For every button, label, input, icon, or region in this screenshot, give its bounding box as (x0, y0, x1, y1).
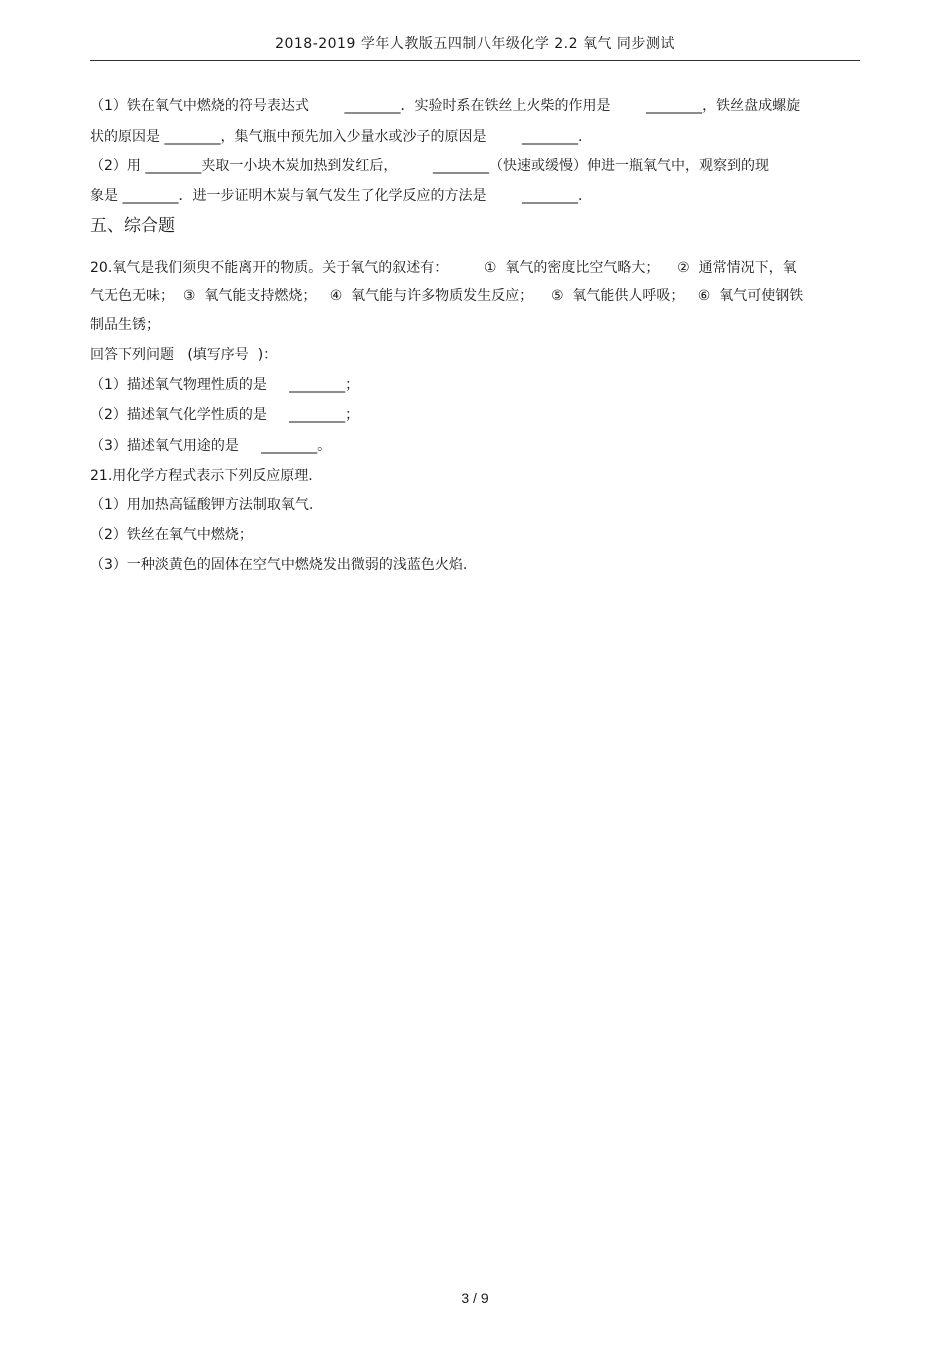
header-divider (90, 60, 860, 61)
text-line: （2）描述氧气化学性质的是 ________； (90, 407, 360, 423)
question-20-text: 20.氧气是我们须臾不能离开的物质。关于氧气的叙述有： ① 氧气的密度比空气略大； ② 通常情况下，氧 (90, 260, 797, 276)
question-21-text: 21.用化学方程式表示下列反应原理. (90, 468, 313, 484)
text-line: 制品生锈； (90, 317, 160, 333)
text-line: （3）一种淡黄色的固体在空气中燃烧发出微弱的浅蓝色火焰. (90, 557, 468, 573)
text-line: （2）铁丝在氧气中燃烧； (90, 527, 253, 543)
section-heading: 五、综合题 (90, 216, 175, 236)
text-line: （1）用加热高锰酸钾方法制取氧气. (90, 497, 314, 513)
text-line: 状的原因是 ________，集气瓶中预先加入少量水或沙子的原因是 ________. (90, 129, 583, 145)
page-header-title: 2018-2019 学年人教版五四制八年级化学 2.2 氧气 同步测试 (275, 36, 675, 52)
text-line: 回答下列问题 (填写序号 )： (90, 347, 278, 363)
text-line: （2）用 ________夹取一小块木炭加热到发红后， ________（快速或缓慢）伸进一瓶氧气中，观察到的现 (90, 158, 769, 174)
text-line: （1）铁在氧气中燃烧的符号表达式 ________．实验时系在铁丝上火柴的作用是 ________，铁丝盘成螺旋 (90, 98, 801, 114)
text-line: 气无色无味； ③ 氧气能支持燃烧； ④ 氧气能与许多物质发生反应； ⑤ 氧气能供人呼吸； ⑥ 氧气可使钢铁 (90, 288, 804, 304)
text-line: （1）描述氧气物理性质的是 ________； (90, 377, 360, 393)
text-line: （3）描述氧气用途的是 ________。 (90, 438, 332, 454)
page-number: 3 / 9 (461, 1290, 489, 1306)
text-line: 象是 ________．进一步证明木炭与氧气发生了化学反应的方法是 ________. (90, 188, 583, 204)
